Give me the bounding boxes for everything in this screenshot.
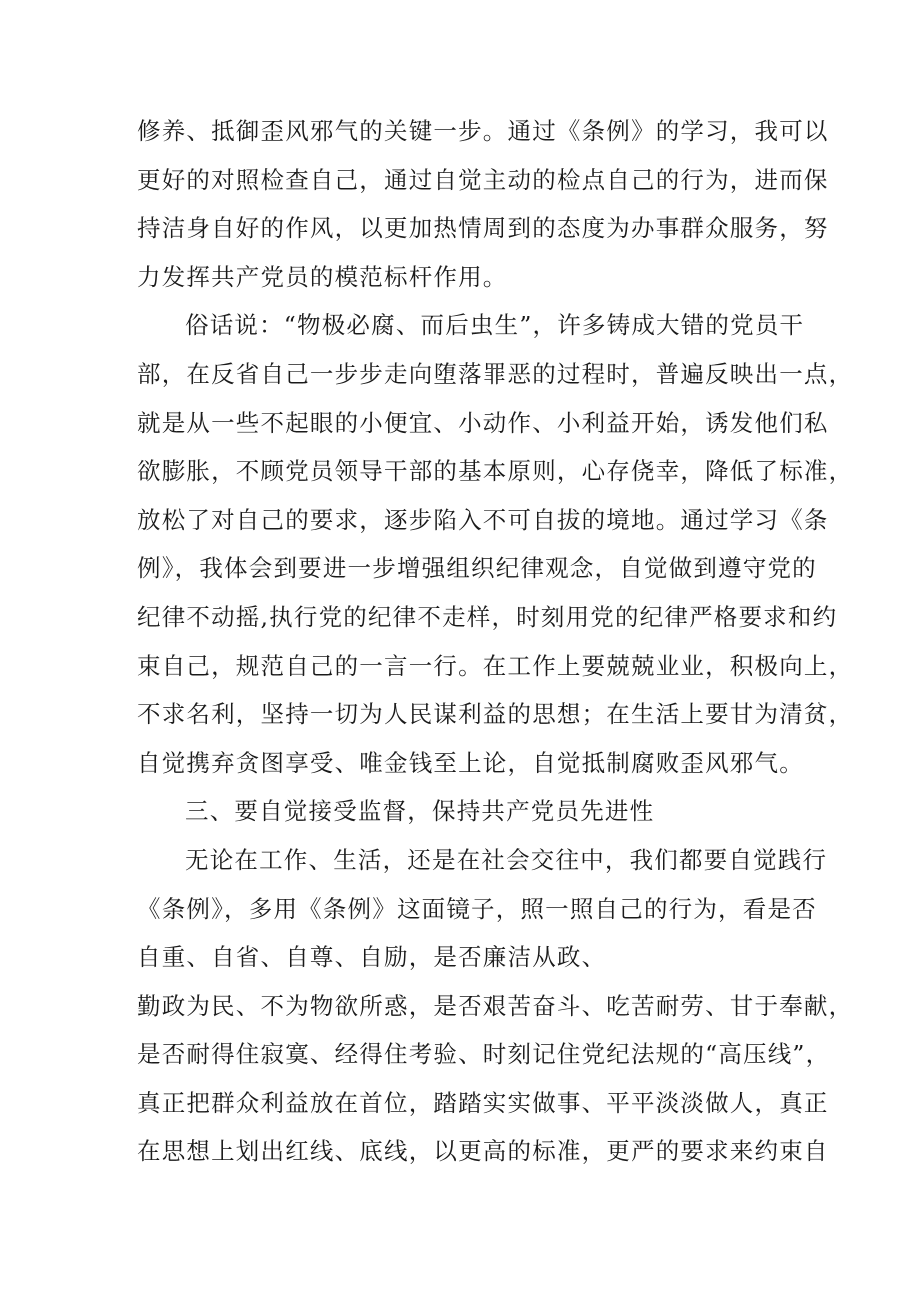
text-line: 部，在反省自己一步步走向堕落罪恶的过程时，普遍反映出一点， [137,359,854,388]
text-line: 在思想上划出红线、底线，以更高的标准，更严的要求来约束自 [137,1137,829,1166]
paragraph-start-line: 无论在工作、生活，还是在社会交往中，我们都要自觉践行 [185,845,828,874]
text-line: 自觉携弃贪图享受、唯金钱至上论，自觉抵制腐败歪风邪气。 [137,748,804,777]
section-heading: 三、要自觉接受监督，保持共产党员先进性 [185,797,655,826]
text-line: 不求名利，坚持一切为人民谋利益的思想；在生活上要甘为清贫， [137,700,854,729]
body-text [137,107,854,1176]
text-line: 《条例》，多用《条例》这面镜子，照一照自己的行为，看是否 [137,894,817,923]
text-line: 例》，我体会到要进一步增强组织纪律观念，自觉做到遵守党的 [137,554,817,583]
text-line: 是否耐得住寂寞、经得住考验、时刻记住党纪法规的“高压线”， [137,1040,831,1069]
text-line: 束自己，规范自己的一言一行。在工作上要兢兢业业，积极向上， [137,651,854,680]
text-line: 力发挥共产党员的模范标杆作用。 [137,262,508,291]
paragraph-start-line: 俗话说：“物极必腐、而后虫生”，许多铸成大错的党员干 [185,311,805,340]
text-line: 持洁身自好的作风，以更加热情周到的态度为办事群众服务，努 [137,214,829,243]
text-line: 放松了对自己的要求，逐步陷入不可自拔的境地。通过学习《条 [137,505,829,534]
text-line: 真正把群众利益放在首位，踏踏实实做事、平平淡淡做人，真正 [137,1088,829,1117]
text-line: 欲膨胀，不顾党员领导干部的基本原则，心存侥幸，降低了标准， [137,457,854,486]
text-line: 就是从一些不起眼的小便宜、小动作、小利益开始，诱发他们私 [137,408,829,437]
text-line: 纪律不动摇,执行党的纪律不走样，时刻用党的纪律严格要求和约 [137,602,838,631]
text-line: 修养、抵御歪风邪气的关键一步。通过《条例》的学习，我可以 [137,117,829,145]
text-line: 自重、自省、自尊、自励，是否廉洁从政、 [137,943,607,972]
text-line: 更好的对照检查自己，通过自觉主动的检点自己的行为，进而保 [137,165,829,194]
text-line: 勤政为民、不为物欲所惑，是否艰苦奋斗、吃苦耐劳、甘于奉献， [137,991,854,1020]
